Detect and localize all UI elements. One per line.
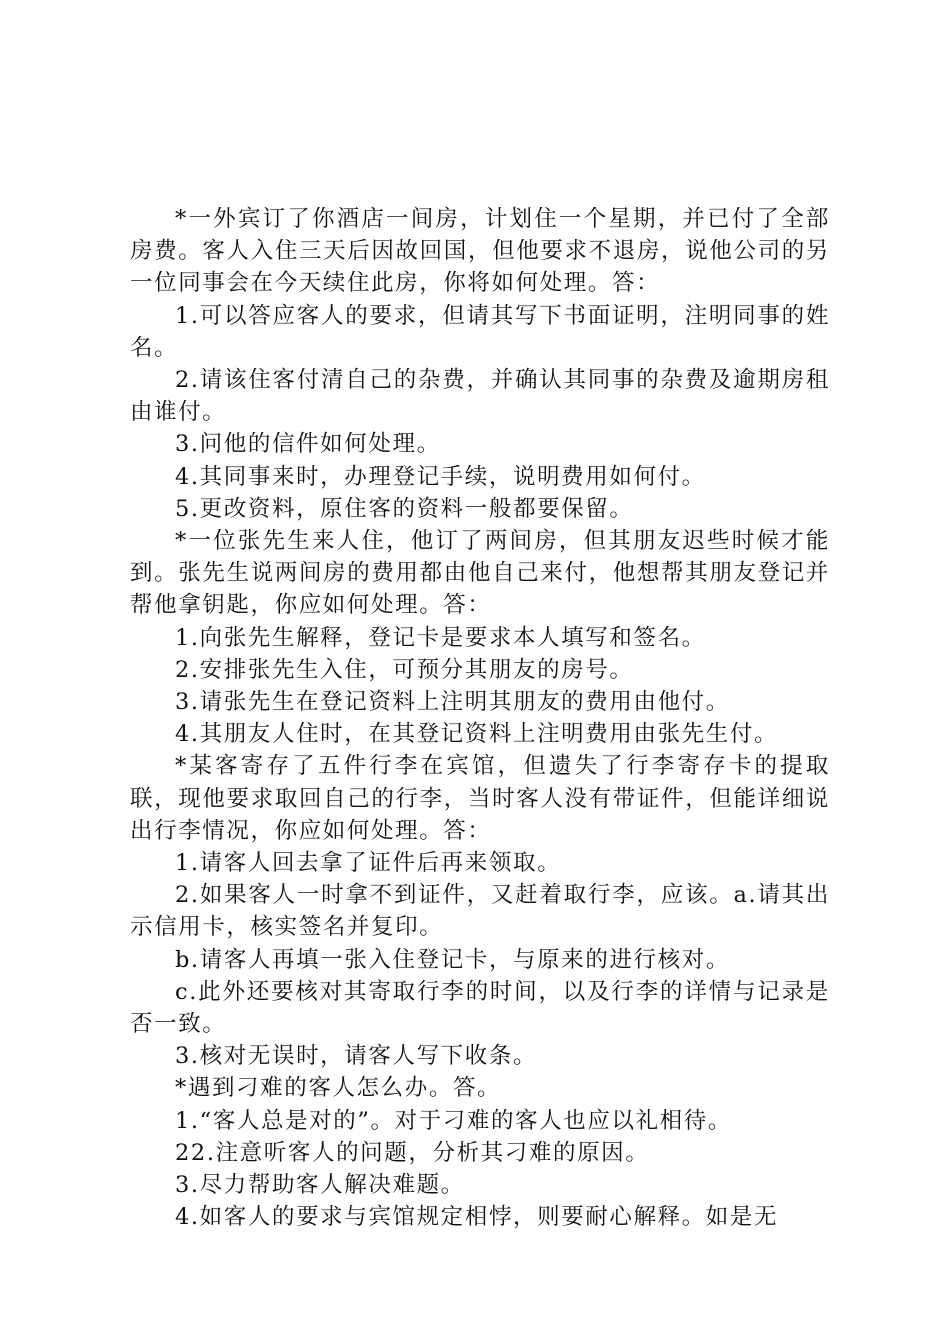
paragraph-question-4: *遇到刁难的客人怎么办。答。 (175, 1075, 502, 1102)
paragraph-answer-4-4: 4.如客人的要求与宾馆规定相悖，则要耐心解释。如是无 (175, 1204, 779, 1231)
paragraph-answer-1-4: 4.其同事来时，办理登记手续，说明费用如何付。 (175, 463, 706, 490)
paragraph-question-1: *一外宾订了你酒店一间房，计划住一个星期，并已付了全部房费。客人入住三天后因故回国，但他要求不退房，说他公司的另一位同事会在今天续住此房，你将如何处理。答： (130, 206, 830, 297)
paragraph-answer-1-5: 5.更改资料，原住客的资料一般都要保留。 (175, 495, 634, 522)
paragraph-answer-2-2: 2.安排张先生入住，可预分其朋友的房号。 (175, 656, 634, 683)
paragraph-answer-2-4: 4.其朋友人住时，在其登记资料上注明费用由张先生付。 (175, 721, 779, 748)
paragraph-answer-3-2c: c.此外还要核对其寄取行李的时间，以及行李的详情与记录是否一致。 (130, 978, 830, 1038)
paragraph-answer-4-3: 3.尽力帮助客人解决难题。 (175, 1172, 465, 1199)
paragraph-answer-2-1: 1.向张先生解释，登记卡是要求本人填写和签名。 (175, 624, 706, 651)
paragraph-answer-3-2b: b.请客人再填一张入住登记卡，与原来的进行核对。 (175, 946, 730, 973)
paragraph-answer-3-1: 1.请客人回去拿了证件后再来领取。 (175, 850, 562, 877)
document-body (130, 203, 830, 1234)
paragraph-answer-4-1: 1.“客人总是对的”。对于刁难的客人也应以礼相待。 (175, 1107, 732, 1134)
paragraph-answer-3-2: 2.如果客人一时拿不到证件，又赶着取行李，应该。a.请其出示信用卡，核实签名并复印。 (130, 882, 830, 941)
paragraph-answer-2-3: 3.请张先生在登记资料上注明其朋友的费用由他付。 (175, 689, 730, 716)
paragraph-answer-1-2: 2.请该住客付清自己的杂费，并确认其同事的杂费及逾期房租由谁付。 (130, 367, 830, 426)
paragraph-answer-4-2: 22.注意听客人的问题，分析其刁难的原因。 (175, 1139, 650, 1166)
paragraph-answer-3-3: 3.核对无误时，请客人写下收条。 (175, 1043, 538, 1070)
paragraph-answer-1-3: 3.问他的信件如何处理。 (175, 431, 441, 458)
paragraph-answer-1-1: 1.可以答应客人的要求，但请其写下书面证明，注明同事的姓名。 (130, 302, 830, 361)
paragraph-question-2: *一位张先生来人住，他订了两间房，但其朋友迟些时候才能到。张先生说两间房的费用都由他自己来付，他想帮其朋友登记并帮他拿钥匙，你应如何处理。答： (130, 528, 830, 619)
paragraph-question-3: *某客寄存了五件行李在宾馆，但遗失了行李寄存卡的提取联，现他要求取回自己的行李，当时客人没有带证件，但能详细说出行李情况，你应如何处理。答： (130, 753, 830, 844)
